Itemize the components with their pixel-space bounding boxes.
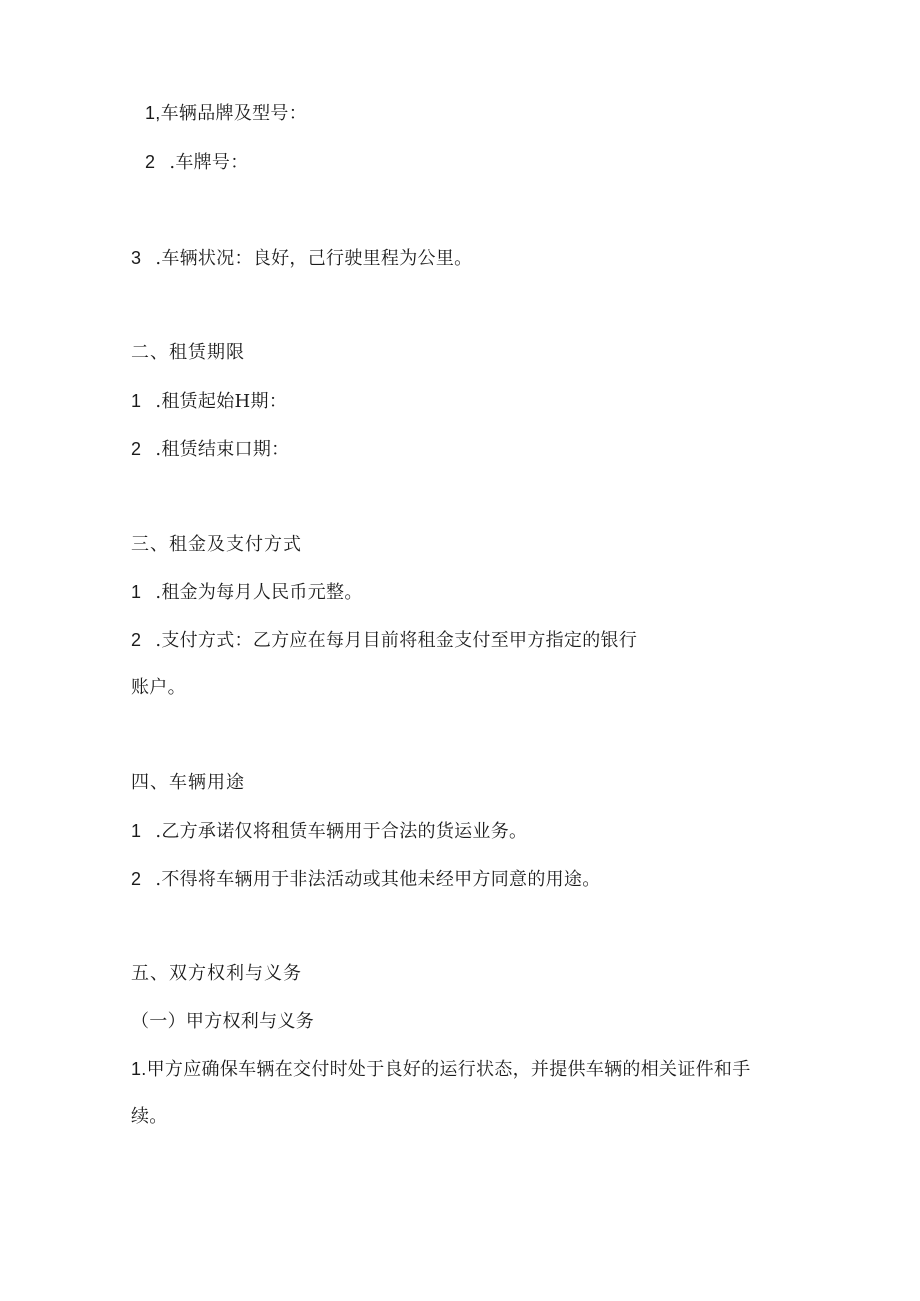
prohibited-use-line <box>131 867 601 892</box>
section-heading-vehicle-use: 四、车辆用途 <box>131 772 245 793</box>
list-number: 1, <box>145 103 161 123</box>
plate-number-line <box>145 150 249 175</box>
list-text: .租金为每月人民币元整。 <box>155 582 363 603</box>
payment-method-line <box>131 628 637 653</box>
section-heading-rent-payment: 三、租金及支付方式 <box>131 534 302 555</box>
list-number: 1 <box>131 391 142 411</box>
list-text: 车辆品牌及型号： <box>160 103 308 124</box>
list-text: 甲方应确保车辆在交付时处于良好的运行状态，并提供车辆的相关证件和手 <box>146 1059 751 1080</box>
section-heading-lease-term: 二、租赁期限 <box>131 342 245 363</box>
list-number: 1. <box>131 1059 147 1079</box>
list-number: 2 <box>131 869 142 889</box>
payment-method-continuation: 账户。 <box>131 677 186 698</box>
lease-end-date-line <box>131 437 289 462</box>
list-text: .乙方承诺仅将租赁车辆用于合法的货运业务。 <box>155 821 528 842</box>
list-text: .支付方式：乙方应在每月目前将租金支付至甲方指定的银行 <box>155 630 638 651</box>
list-number: 1 <box>131 582 142 602</box>
list-text: .车牌号： <box>169 152 249 173</box>
rent-amount-line <box>131 580 363 605</box>
list-text: .租赁结束口期： <box>155 439 290 460</box>
subheading-party-a: （一）甲方权利与义务 <box>131 1011 314 1032</box>
lease-start-date-line <box>131 389 287 414</box>
list-text: .租赁起始H期： <box>155 391 288 412</box>
list-text: .车辆状况：良好，己行驶里程为公里。 <box>155 248 473 269</box>
list-number: 2 <box>131 439 142 459</box>
legal-freight-line <box>131 819 527 844</box>
list-number: 2 <box>131 630 142 650</box>
section-heading-rights-obligations: 五、双方权利与义务 <box>131 963 302 984</box>
list-number: 3 <box>131 248 142 268</box>
vehicle-brand-model-line <box>145 101 307 126</box>
list-number: 2 <box>145 152 156 172</box>
list-number: 1 <box>131 821 142 841</box>
party-a-obligation-line <box>131 1057 751 1082</box>
list-text: .不得将车辆用于非法活动或其他未经甲方同意的用途。 <box>155 869 601 890</box>
vehicle-condition-line <box>131 246 472 271</box>
party-a-obligation-continuation: 续。 <box>131 1106 168 1127</box>
